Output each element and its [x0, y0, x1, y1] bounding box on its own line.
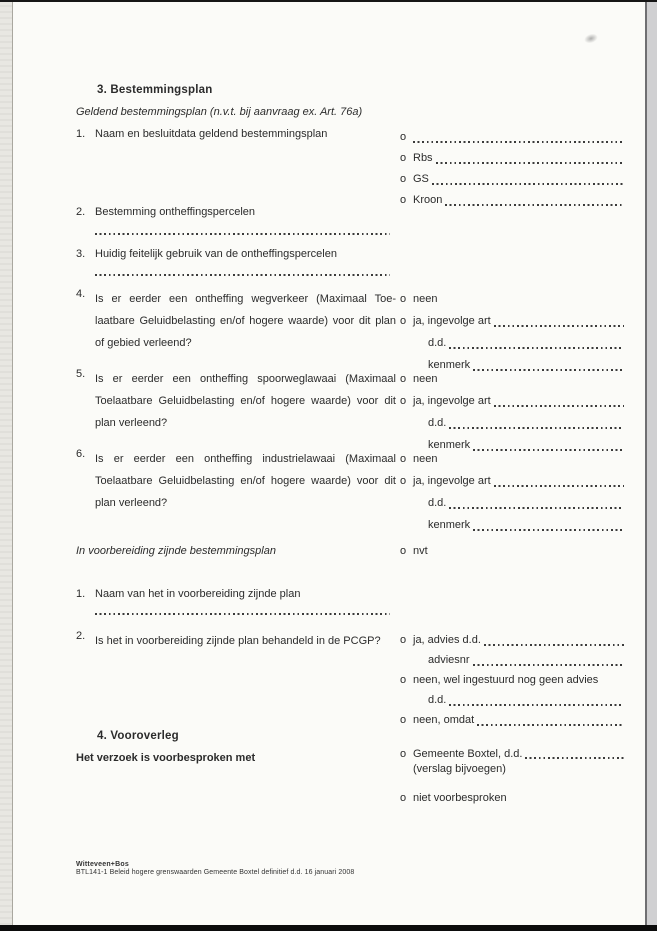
- option-label: ja, ingevolge art: [413, 315, 491, 327]
- option-row: [400, 368, 624, 390]
- option-row: [400, 169, 624, 190]
- question-number: 3.: [76, 248, 86, 260]
- scan-edge-top: [0, 0, 657, 2]
- dotted-line: [432, 183, 624, 185]
- option-marker: o: [400, 173, 407, 185]
- question-3: [76, 248, 337, 260]
- option-row: [400, 448, 624, 470]
- option-label: d.d.: [428, 417, 447, 429]
- dotted-line: [95, 274, 390, 276]
- section4-options: [400, 746, 624, 806]
- question-label: Is er eerder een ontheffing wegverkeer (Maximaal Toelaatbare Geluidbelasting en/of hogere waarde) voor dit plan of gebied verleend?: [95, 293, 396, 349]
- option-marker: o: [400, 453, 407, 465]
- option-row: [400, 470, 624, 492]
- scan-edge-right: [645, 0, 657, 931]
- option-row: [400, 148, 624, 169]
- option-row: [400, 190, 624, 211]
- dotted-line: [477, 724, 624, 726]
- option-marker: o: [400, 373, 407, 385]
- option-marker: o: [400, 131, 407, 143]
- question-label: Is er eerder een ontheffing spoorweglawaai (Maximaal Toelaatbare Geluidbelasting en/of hogere waarde) voor dit plan verleend?: [95, 373, 396, 429]
- section4-heading: 4. Vooroverleg: [97, 730, 179, 742]
- option-row: [400, 390, 624, 412]
- question-number: 4.: [76, 288, 86, 300]
- option-label: Rbs: [413, 152, 433, 164]
- option-marker: o: [400, 545, 407, 557]
- dotted-line: [436, 162, 624, 164]
- option-marker: o: [400, 293, 407, 305]
- section3-subheading: Geldend bestemmingsplan (n.v.t. bij aanvraag ex. Art. 76a): [76, 106, 363, 118]
- question-number: 2.: [76, 630, 86, 642]
- dotted-line: [95, 613, 390, 615]
- question-number: 2.: [76, 206, 86, 218]
- option-row: [400, 412, 624, 434]
- option-marker: o: [400, 748, 407, 760]
- question-2b: [76, 630, 396, 652]
- option-label: nvt: [413, 545, 428, 557]
- section3-heading: 3. Bestemmingsplan: [97, 84, 213, 96]
- option-label: d.d.: [428, 497, 447, 509]
- question-number: 5.: [76, 368, 86, 380]
- option-row: [400, 630, 624, 650]
- question-label: Is er eerder een ontheffing industrielawaai (Maximaal Toelaatbare Geluidbelasting en/of hogere waarde) voor dit plan verleend?: [95, 453, 396, 509]
- option-label: ja, ingevolge art: [413, 395, 491, 407]
- dotted-line: [449, 347, 624, 349]
- dotted-line: [494, 485, 624, 487]
- option-marker: o: [400, 194, 407, 206]
- question-4: [76, 288, 396, 354]
- question-1b: [76, 588, 300, 600]
- dotted-line: [95, 233, 390, 235]
- dotted-line: [525, 757, 624, 759]
- option-row: [400, 127, 624, 148]
- option-label: neen, omdat: [413, 714, 475, 726]
- option-label: ja, advies d.d.: [413, 634, 481, 646]
- dotted-line: [413, 141, 624, 143]
- option-label: neen: [413, 453, 438, 465]
- question-4-options: [400, 288, 624, 376]
- scan-edge-left: [0, 0, 13, 931]
- option-row: [400, 514, 624, 536]
- option-row: [400, 710, 624, 730]
- option-row: [400, 650, 624, 670]
- question-label: Naam van het in voorbereiding zijnde plan: [95, 588, 301, 600]
- option-marker: o: [400, 792, 407, 804]
- option-note: (verslag bijvoegen): [413, 763, 506, 775]
- question-5: [76, 368, 396, 434]
- option-label: ja, ingevolge art: [413, 475, 491, 487]
- question-2: [76, 206, 255, 218]
- dotted-line: [494, 325, 624, 327]
- option-label: GS: [413, 173, 429, 185]
- option-label: neen: [413, 373, 438, 385]
- question-2b-options: [400, 630, 624, 730]
- question-label: Is het in voorbereiding zijnde plan behandeld in de PCGP?: [95, 635, 381, 647]
- dotted-line: [484, 644, 624, 646]
- dotted-line: [473, 529, 624, 531]
- option-marker: o: [400, 395, 407, 407]
- question-6-options: [400, 448, 624, 536]
- dotted-line: [445, 204, 624, 206]
- dotted-line: [449, 704, 624, 706]
- question-number: 1.: [76, 128, 86, 140]
- option-label: niet voorbesproken: [413, 792, 507, 804]
- option-label: kenmerk: [428, 519, 471, 531]
- option-row: [400, 690, 624, 710]
- option-marker: o: [400, 714, 407, 726]
- dotted-line: [449, 507, 624, 509]
- option-marker: o: [400, 152, 407, 164]
- question-5-options: [400, 368, 624, 456]
- question-number: 6.: [76, 448, 86, 460]
- dotted-line: [494, 405, 624, 407]
- dotted-line: [473, 664, 624, 666]
- question-number: 1.: [76, 588, 86, 600]
- footer-reference: BTL141-1 Beleid hogere grenswaarden Gemeente Boxtel definitief d.d. 16 januari 2008: [76, 869, 355, 876]
- option-row: [400, 492, 624, 514]
- option-row: [400, 746, 624, 762]
- option-label: adviesnr: [428, 654, 470, 666]
- option-marker: o: [400, 634, 407, 646]
- option-marker: o: [400, 315, 407, 327]
- option-label: neen, wel ingestuurd nog geen advies: [413, 674, 599, 686]
- scan-smudge: [583, 32, 599, 45]
- option-row: [400, 790, 624, 806]
- question-6: [76, 448, 396, 514]
- question-1-options: [400, 127, 624, 211]
- nvt-option: [400, 545, 431, 557]
- option-label: d.d.: [428, 337, 447, 349]
- option-marker: o: [400, 674, 407, 686]
- question-label: Bestemming ontheffingspercelen: [95, 206, 256, 218]
- option-label: Kroon: [413, 194, 443, 206]
- option-label: kenmerk: [428, 439, 471, 451]
- option-row: [400, 288, 624, 310]
- section3b-heading: In voorbereiding zijnde bestemmingsplan: [76, 545, 276, 557]
- footer-company: Witteveen+Bos: [76, 861, 129, 868]
- option-row: [400, 670, 624, 690]
- dotted-line: [449, 427, 624, 429]
- option-marker: o: [400, 475, 407, 487]
- option-label: kenmerk: [428, 359, 471, 371]
- question-1: [76, 128, 327, 140]
- option-row: [400, 332, 624, 354]
- option-label: d.d.: [428, 694, 447, 706]
- scan-edge-bottom: [0, 925, 657, 931]
- option-row: [400, 310, 624, 332]
- option-label: neen: [413, 293, 438, 305]
- question-label: Naam en besluitdata geldend bestemmingsplan: [95, 128, 328, 140]
- option-label: Gemeente Boxtel, d.d.: [413, 748, 523, 760]
- question-label: Huidig feitelijk gebruik van de ontheffingspercelen: [95, 248, 337, 260]
- section4-intro: Het verzoek is voorbesproken met: [76, 752, 256, 764]
